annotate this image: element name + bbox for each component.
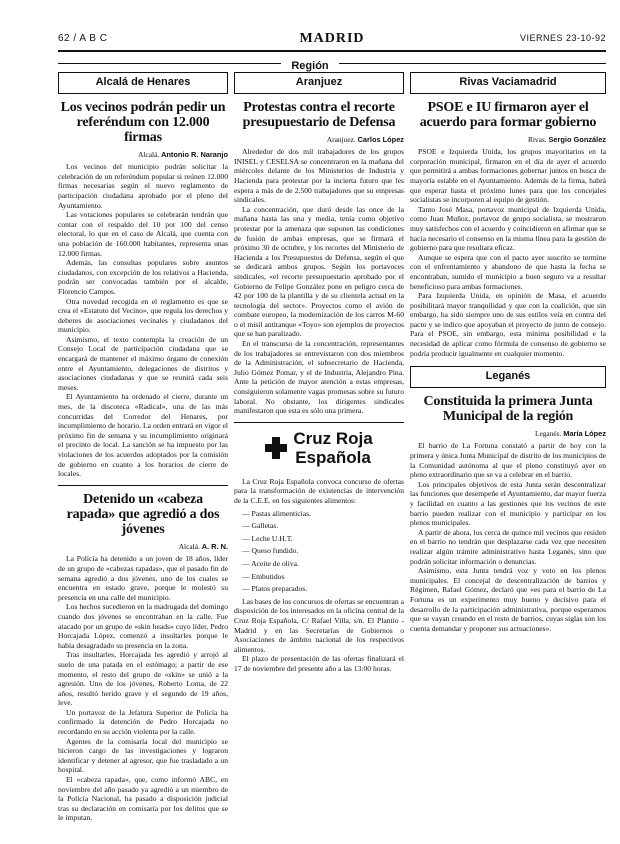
red-cross-icon — [265, 437, 287, 459]
article-paragraph: Otra novedad recogida en el reglamento es que se crea el «Estatuto del Vecino», que regula los derechos y deberes de asociaciones vecinales y ciudadanos del municipio. — [58, 296, 228, 335]
article-paragraph: El Ayuntamiento ha ordenado el cierre, durante un mes, de la discoteca «Radical», una de las más concurridas del Corredor del Henares, por incumplimiento de horario. La orden entrará en vigor el próximo fin de semana y su incumplimiento originará el precinto de local. La sanción se ha impuesto por las violaciones de los acuerdos adoptados por la comisión de gobierno en cuanto a los horarios de cierre de locales. — [58, 392, 228, 479]
article-paragraph: Tras insultarles, Horcajada les agredió y arrojó al suelo de una patada en el estómago; a partir de ese momento, el resto del grupo de «skin» se unió a la agresión. Uno de los jóvenes, Roberto Loma, de 22 años, resultó herido grave y el segundo de 19 años, leve. — [58, 650, 228, 708]
notice-list-item: — Embutidos — [242, 571, 285, 581]
article-paragraph: Además, las consultas populares sobre asuntos ciudadanos, con excepción de los relativos a Hacienda, podrán ser convocadas también por el alcalde, Florencio Campos. — [58, 258, 228, 296]
locality-box-rivas: Rivas Vaciamadrid — [410, 72, 606, 94]
article-paragraph: Para Izquierda Unida, en opinión de Masa, el acuerdo posibilitará mayor tranquilidad y que con la coalición, que sin embargo, ha sido siempre uno de sus estilos veía en contra del pacto y se indico que apoyaban el proyecto de junto de consejo. Para el PSOE, sin embargo, esta mínima posibilidad e la necesidad de aplicar como fórmula de consenso de gobierno se podría producir igualmente en cualquier momento. — [410, 291, 606, 358]
header-rule — [58, 50, 606, 52]
headline-referendum: Los vecinos podrán pedir un referéndum con 12.000 firmas — [60, 99, 226, 145]
column-rivas-leganes — [410, 72, 606, 834]
notice-list-item: — Aceite de oliva. — [242, 558, 299, 568]
byline: Rivas. Sergio González — [527, 134, 606, 144]
article-paragraph: El barrio de La Fortuna constató a partir de hoy con la primera y única Junta Municipal de distrito de los municipios de la Comunidad autónoma al que el pleno constituyó ayer en pleno extraordinario que se va a celebrar en el barrio. — [410, 441, 606, 480]
article-paragraph: Los hechos sucedieron en la madrugada del domingo cuando dos jóvenes se encontraban en la calle. Fue atacado por un grupo de «skin heads» cuyo líder, Pedro Horcajada López, comenzó a insultarles porque le había desagradado su presencia en la zona. — [58, 602, 228, 650]
cruz-roja-notice-header — [234, 429, 404, 467]
section-title: MADRID — [299, 31, 365, 46]
byline: Alcalá. A. R. N. — [178, 541, 228, 551]
article-paragraph: La Policía ha detenido a un joven de 18 años, líder de un grupo de «cabezas rapadas», que el pasado fin de semana agredió a dos jóvenes, uno de los cuales se encuentra en estado grave, porque le molestó su presencia en una calle del municipio. — [58, 554, 228, 602]
byline: Alcalá. Antonio R. Naranjo — [138, 149, 228, 159]
article-paragraph: El «cabeza rapada», que, como informó ABC, en noviembre del año pasado ya agredió a un miembro de la Policía Nacional, ha pasado a disposición judicial tras su declaración en comisaría por los delitos que se le imputan. — [58, 775, 228, 823]
column-aranjuez — [234, 72, 404, 834]
notice-paragraph: Las bases de los concursos de ofertas se encuentran a disposición de los interesados en la oficina central de la Cruz Roja Española, C/ Rafael Villa, s/n. El Plantío - Madrid y en las Secretarías de Gobiernos o Asociaciones de ámbito nacional de los respectivos alimentos. — [234, 596, 404, 654]
story-divider — [234, 422, 404, 423]
article-paragraph: A partir de ahora, los cerca de quince mil vecinos que residen en el barrio no tendrán que desplazarse cada vez que necesiten realizar algún trámite administrativo hasta Leganés, sino que podrán solicitar información o denuncias. — [410, 527, 606, 566]
story-divider — [58, 485, 228, 486]
article-paragraph: Asimismo, esta Junta tendrá voz y voto en los plenos municipales. El concejal de descentralización de barrios y Régimen, Rafael Gómez, declaró que «es para el barrio de La Fortuna es un experimento muy bueno y decisivo para el desarrollo de la participación administrativa, porque esperamos que se vayan creando en el resto de barrios, cuyas siglas son los cuenta demandar y proponer sus actuaciones». — [410, 566, 606, 633]
article-paragraph: La concentración, que duró desde las once de la mañana hasta las una y media, tenía como objetivo protestar por la amenaza que suponen las condiciones de fusión de ambas empresas, que se firmará el próximo 30 de octubre, y los recortes del Ministerio de Hacienda a los Presupuestos de Defensa, según el que se dedicará ambos grupos. Según los portavoces sindicales, «el recorte presupuestario aprobado por el Gobierno de Felipe González pone en peligro cerca de 42 por 100 de la plantilla y de su clientela actual en la tecnología del sector». Proyectos como el avión de combate europeo, la modernización de los carros M-60 o el misil antitanque «Toyo» son ejemplos de proyectos que se han paralizado. — [234, 204, 404, 339]
column-alcala — [58, 72, 228, 834]
article-paragraph: Los vecinos del municipio podrán solicitar la celebración de un referéndum popular si reúnen 12.000 firmas necesarias según el nuevo reglamento de participación ciudadana aprobado por el pleno del Ayuntamiento. — [58, 162, 228, 210]
article-paragraph: Un portavoz de la Jefatura Superior de Policía ha confirmado la detención de Pedro Horcajada no recordando en su acción violenta por la calle. — [58, 707, 228, 737]
notice-list-item: — Galletas. — [242, 521, 279, 531]
issue-date: VIERNES 23-10-92 — [519, 33, 606, 43]
headline-psoe-iu: PSOE e IU firmaron ayer el acuerdo para formar gobierno — [419, 99, 597, 130]
byline: Aranjuez. Carlos López — [326, 134, 404, 144]
byline: Leganés. María López — [534, 428, 606, 438]
notice-list-item: — Leche U.H.T. — [242, 533, 293, 543]
article-paragraph: Aunque se espera que con el pacto ayer suscrito se termine con el enfrentamiento y abandono de que hasta la fecha se encontraban, sumido el municipio a buen seguro va a resultar beneficioso para ambas formaciones. — [410, 252, 606, 291]
notice-list-item: — Platos preparados. — [242, 584, 308, 594]
article-paragraph: Tanto José Masa, portavoz municipal de Izquierda Unida, como Juan Muñoz, portavoz de grupo socialista, se mostraron muy satisfechos con el acuerdo y coincidieron en afirmar que se hacía necesario el consenso en la misma línea para la gestión de gobierno para que resultara eficaz. — [410, 204, 606, 253]
article-paragraph: Alrededor de dos mil trabajadores de los grupos INISEL y CESELSA se concentraron en la mañana del miércoles delante de los Ministerios de Industria y Hacienda para protestar por la incierta futuro que les espera a más de de 2.500 trabajadores que su empresas sindicales. — [234, 147, 404, 205]
headline-cabeza-rapada: Detenido un «cabeza rapada» que agredió a dos jóvenes — [66, 491, 220, 537]
notice-paragraph: El plazo de presentación de las ofertas finalizará el 17 de noviembre del presente año a las 13:00 horas. — [234, 654, 404, 673]
article-paragraph: Agentes de la comisaría local del municipio se hicieron cargo de las investigaciones y lograron identificar y detener al agresor, que fue trasladado a un hospital. — [58, 736, 228, 775]
locality-box-aranjuez: Aranjuez — [234, 72, 404, 94]
locality-box-alcala: Alcalá de Henares — [58, 72, 228, 94]
notice-list-item: — Queso fundido. — [242, 546, 299, 556]
subsection-label: Región — [0, 56, 620, 74]
headline-defensa: Protestas contra el recorte presupuestario de Defensa — [242, 99, 396, 130]
notice-intro: La Cruz Roja Española convoca concurso de ofertas para la transformación de existencias de intervención de la C.E.E. en los siguientes alimentos: — [234, 476, 404, 505]
page-header — [58, 31, 606, 47]
locality-box-leganes: Leganés — [410, 366, 606, 388]
notice-list-item: — Pastas alimenticias. — [242, 508, 311, 518]
article-paragraph: En el transcurso de la concentración, representantes de los trabajadores se entrevistaron con dos miembros de la Administración, el subsecretario de Hacienda, Julio Gómez Pomar, y el de Industria, Alejandro Pina. Ante la petición de mayor atención a estas empresas, consiguieron solamente vagas promesas sobre su futuro laboral. No obstante, los dirigentes sindicales manifestaron que esta es sólo una primera. — [234, 339, 404, 416]
page-number-masthead: 62 / A B C — [58, 33, 108, 44]
article-paragraph: Los principales objetivos de esta Junta serán descentralizar las funciones que desempeñe el Ayuntamiento, dar mayor fuerza y facilidad en cuanto a las gestiones que los vecinos de este barrio pueden realizar con el municipio y participar en los plenos municipales. — [410, 479, 606, 528]
article-paragraph: PSOE e Izquierda Unida, los grupos mayoritarios en la corporación municipal, firmaron en el día de ayer el acuerdo que permitirá a ambas formaciones gobernar juntos en busca de mayoría estable en el Ayuntamiento. Además de la firma, habrá que esperar hasta el próximo lunes para que los concejales socialistas se incorporen al equipo de gestión. — [410, 147, 606, 205]
cruz-roja-title: Cruz Roja Española — [293, 428, 373, 467]
headline-junta-municipal: Constituida la primera Junta Municipal de la región — [423, 393, 593, 424]
article-paragraph: Asimismo, el texto contempla la creación de un Consejo Local de participación ciudadana que se encargará de mantener el máximo órgano de conexión entre el Ayuntamiento, delegaciones de distritos y asociaciones ciudadanas y que se reunirá cada seis meses. — [58, 334, 228, 392]
article-paragraph: Las votaciones populares se celebrarán tendrán que contar con el respaldo del 10 por 100 del censo electoral, lo que en el caso de Alcalá, que cuenta con una población de 160.000 habitantes, representa unas 12.000 firmas. — [58, 210, 228, 258]
